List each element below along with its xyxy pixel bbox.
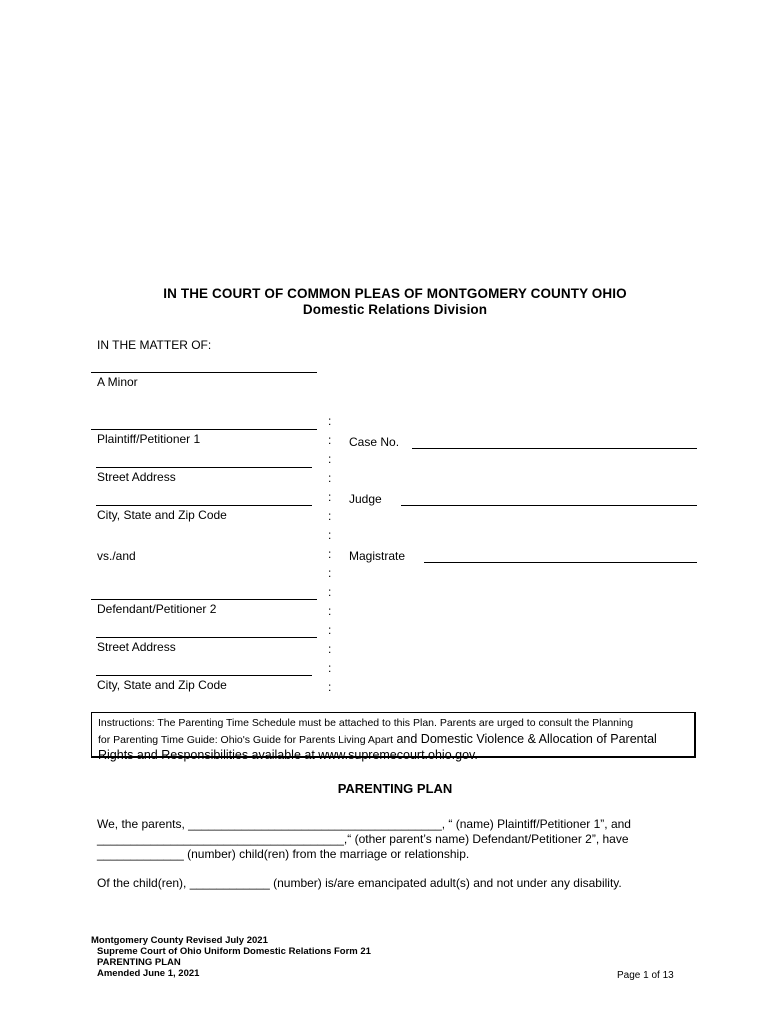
instructions-line-2 (98, 730, 694, 748)
plan-title: PARENTING PLAN (337, 781, 453, 796)
caption-colon: : (328, 547, 332, 561)
minor-label: A Minor (97, 375, 138, 389)
minor-name-line[interactable] (91, 372, 317, 373)
caption-colon: : (328, 471, 332, 485)
caption-colon: : (328, 509, 332, 523)
defendant-street-line[interactable] (96, 637, 317, 638)
court-title: IN THE COURT OF COMMON PLEAS OF MONTGOMERY COUNTY OHIO (163, 286, 627, 301)
caption-colon: : (328, 623, 332, 637)
instructions-line-2-small: for Parenting Time Guide: Ohio's Guide for Parents Living Apart (98, 734, 393, 746)
caption-colon: : (328, 414, 332, 428)
instructions-line-2-big: and Domestic Violence & Allocation of Parental (393, 732, 657, 746)
judge-field[interactable] (401, 505, 697, 506)
caption-colon: : (328, 452, 332, 466)
judge-label: Judge (349, 492, 382, 506)
plan-para2: Of the child(ren), ____________ (number) is/are emancipated adult(s) and not under any disability. (97, 876, 622, 890)
footer-amended: Amended June 1, 2021 (97, 968, 200, 979)
plan-para1-line2: _____________________________________,“ (other parent’s name) Defendant/Petitioner 2”, have (97, 832, 629, 846)
plaintiff-city-line[interactable] (96, 505, 312, 506)
defendant-street-label: Street Address (97, 640, 176, 654)
plan-para1-line1: We, the parents, ______________________________________, “ (name) Plaintiff/Petitioner 1”, and (97, 817, 631, 831)
caption-colon: : (328, 585, 332, 599)
caption-colon: : (328, 642, 332, 656)
defendant-name-line[interactable] (91, 599, 317, 600)
footer-form: Supreme Court of Ohio Uniform Domestic Relations Form 21 (97, 946, 371, 957)
defendant-city-label: City, State and Zip Code (97, 678, 227, 692)
page-number: Page 1 of 13 (617, 970, 674, 981)
case-no-field[interactable] (412, 448, 697, 449)
magistrate-label: Magistrate (349, 549, 406, 563)
matter-of-label: IN THE MATTER OF: (97, 338, 212, 352)
caption-colon: : (328, 433, 332, 447)
magistrate-field[interactable] (424, 562, 697, 563)
footer-revised: Montgomery County Revised July 2021 (91, 935, 268, 946)
plaintiff-label: Plaintiff/Petitioner 1 (97, 432, 201, 446)
caption-colon: : (328, 661, 332, 675)
caption-colon: : (328, 604, 332, 618)
caption-colon: : (328, 566, 332, 580)
plaintiff-city-label: City, State and Zip Code (97, 508, 227, 522)
plaintiff-name-line[interactable] (91, 429, 317, 430)
instructions-box (91, 712, 696, 762)
plan-para1-line3: _____________ (number) child(ren) from the marriage or relationship. (97, 847, 470, 861)
caption-colon: : (328, 490, 332, 504)
plaintiff-street-label: Street Address (97, 470, 176, 484)
instructions-line-1: Instructions: The Parenting Time Schedule must be attached to this Plan. Parents are urged to consult the Planning (98, 717, 634, 729)
instructions-line-3: Rights and Responsibilities available at www.supremecourt.ohio.gov. (98, 748, 478, 762)
division-title: Domestic Relations Division (302, 302, 488, 317)
defendant-label: Defendant/Petitioner 2 (97, 602, 217, 616)
case-no-label: Case No. (349, 435, 400, 449)
plaintiff-street-line[interactable] (96, 467, 312, 468)
caption-colon: : (328, 680, 332, 694)
footer-plan: PARENTING PLAN (97, 957, 181, 968)
vs-label: vs./and (97, 549, 136, 563)
caption-colon: : (328, 528, 332, 542)
defendant-city-line[interactable] (96, 675, 312, 676)
